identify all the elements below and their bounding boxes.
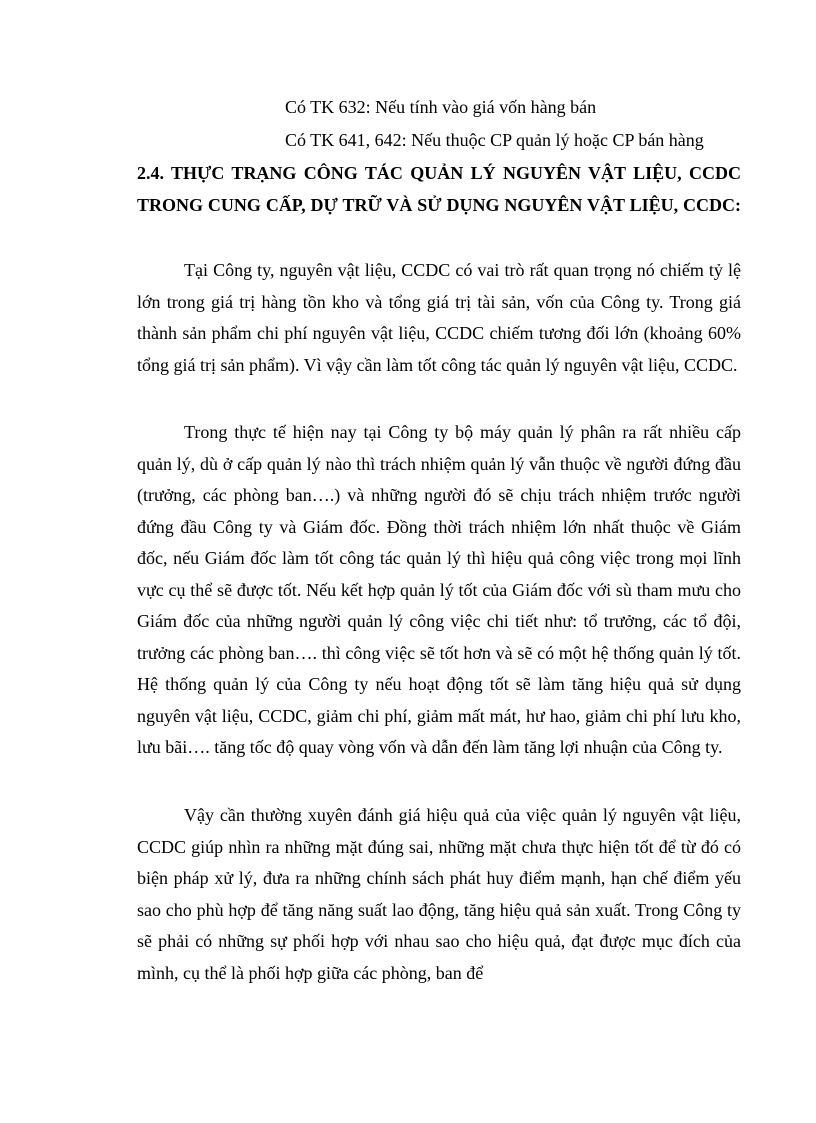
paragraph: Trong thực tế hiện nay tại Công ty bộ máy quản lý phân ra rất nhiều cấp quản lý, dù ở cấp quản lý nào thì trách nhiệm quản lý vẫn thuộc về người đứng đầu (trưởng, các phòng ban….) và những người đó sẽ chịu trách nhiệm trước người đứng đầu Công ty và Giám đốc. Đồng thời trách nhiệm lớn nhất thuộc về Giám đốc, nếu Giám đốc làm tốt công tác quản lý thì hiệu quả công việc trong mọi lĩnh vực cụ thể sẽ được tốt. Nếu kết hợp quản lý tốt của Giám đốc với sù tham mưu cho Giám đốc của những người quản lý công việc chi tiết như: tổ trưởng, các tổ đội, trưởng các phòng ban…. thì công việc sẽ tốt hơn và sẽ có một hệ thống quản lý tốt. Hệ thống quản lý của Công ty nếu hoạt động tốt sẽ làm tăng hiệu quả sử dụng nguyên vật liệu, CCDC, giảm chi phí, giảm mất mát, hư hao, giảm chi phí lưu kho, lưu bãi…. tăng tốc độ quay vòng vốn và dẫn đến làm tăng lợi nhuận của Công ty. bbox=[137, 422, 741, 757]
body-paragraph-block bbox=[137, 417, 741, 764]
accounting-entry-line: Có TK 641, 642: Nếu thuộc CP quản lý hoặc CP bán hàng bbox=[285, 130, 704, 150]
paragraph: Vậy cần thường xuyên đánh giá hiệu quả của việc quản lý nguyên vật liệu, CCDC giúp nhìn ra những mặt đúng sai, những mặt chưa thực hiện tốt để từ đó có biện pháp xử lý, đưa ra những chính sách phát huy điểm mạnh, hạn chế điểm yếu sao cho phù hợp để tăng năng suất lao động, tăng hiệu quả sản xuất. Trong Công ty sẽ phải có những sự phối hợp với nhau sao cho hiệu quả, đạt được mục đích của mình, cụ thể là phối hợp giữa các phòng, ban để bbox=[137, 805, 741, 983]
section-heading: 2.4. THỰC TRẠNG CÔNG TÁC QUẢN LÝ NGUYÊN VẬT LIỆU, CCDC TRONG CUNG CẤP, DỰ TRỮ VÀ SỬ DỤNG NGUYÊN VẬT LIỆU, CCDC: bbox=[137, 163, 741, 215]
accounting-entry-line: Có TK 632: Nếu tính vào giá vốn hàng bán bbox=[285, 97, 597, 117]
paragraph: Tại Công ty, nguyên vật liệu, CCDC có vai trò rất quan trọng nó chiếm tỷ lệ lớn trong giá trị hàng tồn kho và tổng giá trị tài sản, vốn của Công ty. Trong giá thành sản phẩm chi phí nguyên vật liệu, CCDC chiếm tương đối lớn (khoảng 60% tổng giá trị sản phẩm). Vì vậy cần làm tốt công tác quản lý nguyên vật liệu, CCDC. bbox=[137, 260, 741, 375]
body-paragraph-block bbox=[137, 255, 741, 381]
body-paragraph-block bbox=[137, 800, 741, 989]
